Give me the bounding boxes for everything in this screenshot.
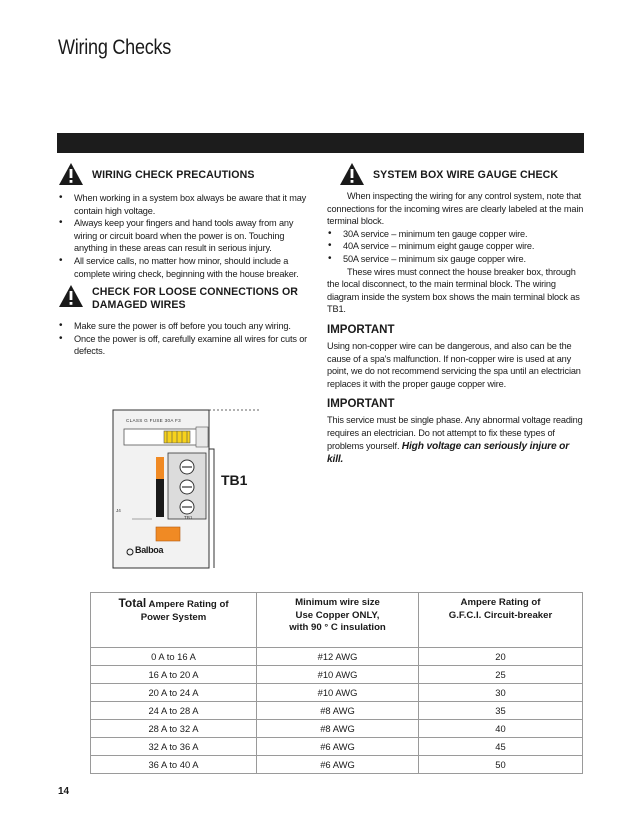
cell-gfci: 25	[419, 666, 583, 684]
list-item: • Always keep your fingers and hand tools away from any wiring or circuit board when the power is on. Touching anything in these areas can result in serious injury.	[58, 217, 315, 255]
precautions-list	[58, 192, 315, 280]
important-text-2-body: This service must be single phase. Any abnormal voltage reading requires an electrician. Do not attempt to fix these types of problems yourself.	[327, 415, 583, 451]
connector-label: J4	[116, 508, 121, 513]
cell-range: 16 A to 20 A	[91, 666, 257, 684]
table-header-row	[91, 593, 583, 648]
list-item: • All service calls, no matter how minor, should include a complete wiring check, beginning with the house breaker.	[58, 255, 315, 280]
important-heading-2: IMPORTANT	[327, 398, 395, 411]
cell-range: 20 A to 24 A	[91, 684, 257, 702]
cell-wire: #8 AWG	[257, 720, 419, 738]
warning-icon	[58, 284, 84, 308]
wire-gauge-heading-text: SYSTEM BOX WIRE GAUGE CHECK	[373, 169, 559, 181]
cell-range: 32 A to 36 A	[91, 738, 257, 756]
header-total-rating: Total Ampere Rating of Power System	[91, 593, 257, 648]
table-row	[91, 648, 583, 666]
cell-wire: #10 AWG	[257, 684, 419, 702]
header-gfci-rating: Ampere Rating of G.F.C.I. Circuit-breaker	[419, 593, 583, 648]
cell-gfci: 30	[419, 684, 583, 702]
warning-icon	[339, 162, 365, 186]
table-row	[91, 720, 583, 738]
important-text-1: Using non-copper wire can be dangerous, and also can be the cause of a spa's malfunction. If non-copper wire is used at any point, we do not recommend servicing the spa until an electrician replaces it with the proper gauge copper wire.	[327, 340, 581, 389]
page-number: 14	[58, 786, 70, 797]
right-column	[327, 162, 585, 467]
list-item: • 50A service – minimum six gauge copper wire.	[327, 253, 585, 266]
precautions-heading	[58, 162, 315, 186]
cell-range: 28 A to 32 A	[91, 720, 257, 738]
loose-connections-list	[58, 320, 315, 358]
table-row	[91, 684, 583, 702]
list-item: • 40A service – minimum eight gauge copper wire.	[327, 240, 585, 253]
table-row	[91, 702, 583, 720]
cell-gfci: 45	[419, 738, 583, 756]
table-row	[91, 738, 583, 756]
cell-wire: #10 AWG	[257, 666, 419, 684]
precautions-heading-text: WIRING CHECK PRECAUTIONS	[92, 169, 255, 181]
wire-gauge-para: These wires must connect the house breaker box, through the local disconnect, to the main terminal block. The wiring diagram inside the system box shows the main terminal block as TB1.	[327, 266, 580, 315]
loose-connections-heading-line2: DAMAGED WIRES	[92, 299, 186, 312]
wire-gauge-heading	[327, 162, 585, 186]
circuit-board-diagram	[112, 409, 262, 571]
loose-connections-heading	[58, 284, 315, 312]
ampere-rating-table	[90, 592, 583, 774]
cell-range: 0 A to 16 A	[91, 648, 257, 666]
cell-gfci: 20	[419, 648, 583, 666]
cell-range: 36 A to 40 A	[91, 756, 257, 774]
header-min-wire-size: Minimum wire size Use Copper ONLY, with 90 ° C insulation	[257, 593, 419, 648]
cell-wire: #6 AWG	[257, 738, 419, 756]
table-row	[91, 666, 583, 684]
important-text-2	[327, 414, 585, 466]
cell-gfci: 35	[419, 702, 583, 720]
important-heading-1: IMPORTANT	[327, 323, 395, 336]
cell-gfci: 50	[419, 756, 583, 774]
cell-wire: #8 AWG	[257, 702, 419, 720]
cell-wire: #6 AWG	[257, 756, 419, 774]
warning-icon	[58, 162, 84, 186]
cell-range: 24 A to 28 A	[91, 702, 257, 720]
fuse-label: CLASS G FUSE 30A F3	[126, 418, 181, 423]
list-item: • 30A service – minimum ten gauge copper wire.	[327, 228, 585, 241]
loose-connections-heading-line1: CHECK FOR LOOSE CONNECTIONS OR	[92, 286, 299, 299]
cell-wire: #12 AWG	[257, 648, 419, 666]
brand-logo: Balboa	[135, 545, 164, 555]
list-item: • Once the power is off, carefully examine all wires for cuts or defects.	[58, 333, 315, 358]
page-title: Wiring Checks	[58, 36, 172, 59]
list-item: • Make sure the power is off before you touch any wiring.	[58, 320, 315, 333]
wire-gauge-intro: When inspecting the wiring for any control system, note that connections for the incoming wires are clearly labeled at the main terminal block.	[327, 191, 584, 227]
left-column	[58, 162, 315, 358]
cell-gfci: 40	[419, 720, 583, 738]
list-item: • When working in a system box always be aware that it may contain high voltage.	[58, 192, 315, 217]
terminal-block-small-label: TB1	[184, 515, 193, 520]
wire-gauge-list	[327, 228, 585, 266]
high-voltage-warning: High voltage can seriously injure or kill.	[327, 440, 570, 466]
section-band	[57, 133, 584, 153]
tb1-label: TB1	[221, 472, 248, 488]
table-row	[91, 756, 583, 774]
